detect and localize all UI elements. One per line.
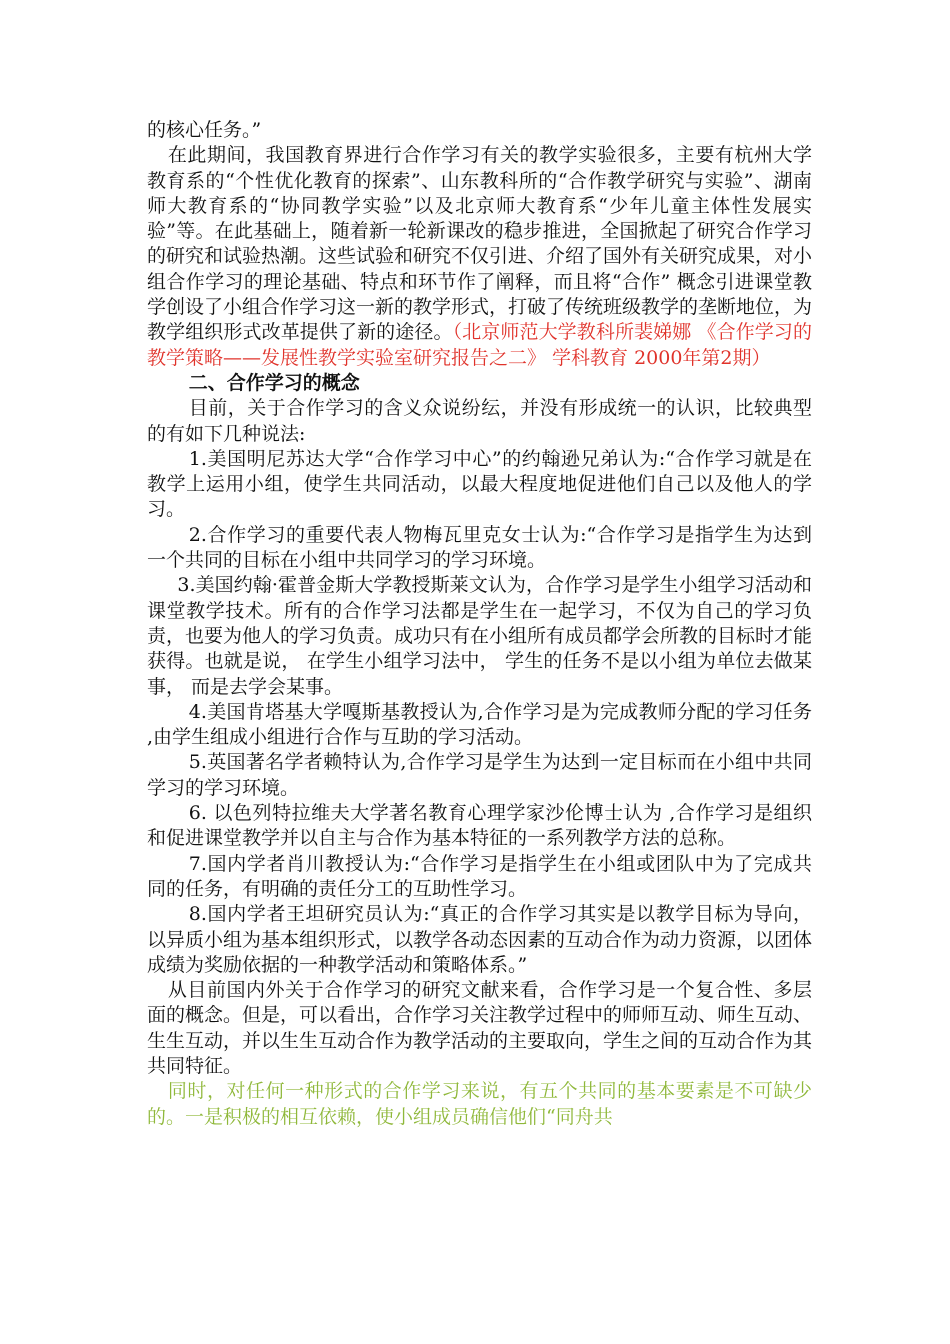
definition-item-7: 7.国内学者肖川教授认为:“合作学习是指学生在小组或团队中为了完成共同的任务，有明确的责任分工的互助性学习。 [147,852,812,900]
paragraph-basic-elements: 同时，对任何一种形式的合作学习来说，有五个共同的基本要素是不可缺少的。一是积极的相互依赖，使小组成员确信他们“同舟共 [147,1080,812,1128]
definition-item-2: 2.合作学习的重要代表人物梅瓦里克女士认为:“合作学习是指学生为达到一个共同的目标在小组中共同学习的学习环境。 [147,523,812,572]
definition-item-6: 6. 以色列特拉维夫大学著名教育心理学家沙伦博士认为 ,合作学习是组织和促进课堂教学并以自主与合作为基本特征的一系列教学方法的总称。 [147,802,812,850]
document-page [147,118,812,1130]
definition-item-1: 1.美国明尼苏达大学“合作学习中心”的约翰逊兄弟认为:“合作学习就是在教学上运用小组，使学生共同活动，以最大程度地促进他们自己以及他人的学习。 [147,447,812,521]
definition-item-4: 4.美国肯塔基大学嘎斯基教授认为,合作学习是为完成教师分配的学习任务 ,由学生组成小组进行合作与互助的学习活动。 [147,700,812,749]
definition-item-3: 3.美国约翰·霍普金斯大学教授斯莱文认为，合作学习是学生小组学习活动和课堂教学技术。所有的合作学习法都是学生在一起学习，不仅为自己的学习负责，也要为他人的学习负责。成功只有在小组所有成员都学会所教的目标时才能获得。也就是说， 在学生小组学习法中， 学生的任务不是以小组为单位去做某事， 而是去学会某事。 [147,574,813,698]
history-body-text: 在此期间，我国教育界进行合作学习有关的教学实验很多，主要有杭州大学教育系的“个性优化教育的探索”、山东教科所的“合作教学研究与实验”、湖南师大教育系的“协同教学实验”以及北京师大教育系“少年儿童主体性发展实验”等。在此基础上，随着新一轮新课改的稳步推进，全国掀起了研究合作学习的研究和试验热潮。这些试验和研究不仅引进、介绍了国外有关研究成果，对小组合作学习的理论基础、特点和环节作了阐释，而且将“合作” 概念引进课堂教学创设了小组合作学习这一新的教学形式，打破了传统班级教学的垄断地位，为教学组织形式改革提供了新的途径。 [147,144,813,344]
paragraph-intro-tail: 的核心任务。” [147,119,262,141]
citation-reference: （北京师范大学教科所裴娣娜 《合作学习的教学策略——发展性教学实验室研究报告之二》 学科教育 2000年第2期） [147,321,812,369]
paragraph-history [147,143,812,371]
section-heading: 二、合作学习的概念 [188,371,360,394]
definition-item-5: 5.英国著名学者赖特认为,合作学习是学生为达到一定目标而在小组中共同学习的学习环境。 [147,751,812,799]
paragraph-summary: 从目前国内外关于合作学习的研究文献来看，合作学习是一个复合性、多层面的概念。但是，可以看出，合作学习关注教学过程中的师师互动、师生互动、生生互动，并以生生互动合作为教学活动的主要取向，学生之间的互动合作为其共同特征。 [147,979,813,1077]
paragraph-concept-intro: 目前，关于合作学习的含义众说纷纭，并没有形成统一的认识，比较典型的有如下几种说法: [147,397,812,445]
definition-item-8: 8.国内学者王坦研究员认为:“真正的合作学习其实是以教学目标为导向，以异质小组为基本组织形式，以教学各动态因素的互动合作为动力资源，以团体成绩为奖励依据的一种教学活动和策略体系。” [147,903,813,976]
